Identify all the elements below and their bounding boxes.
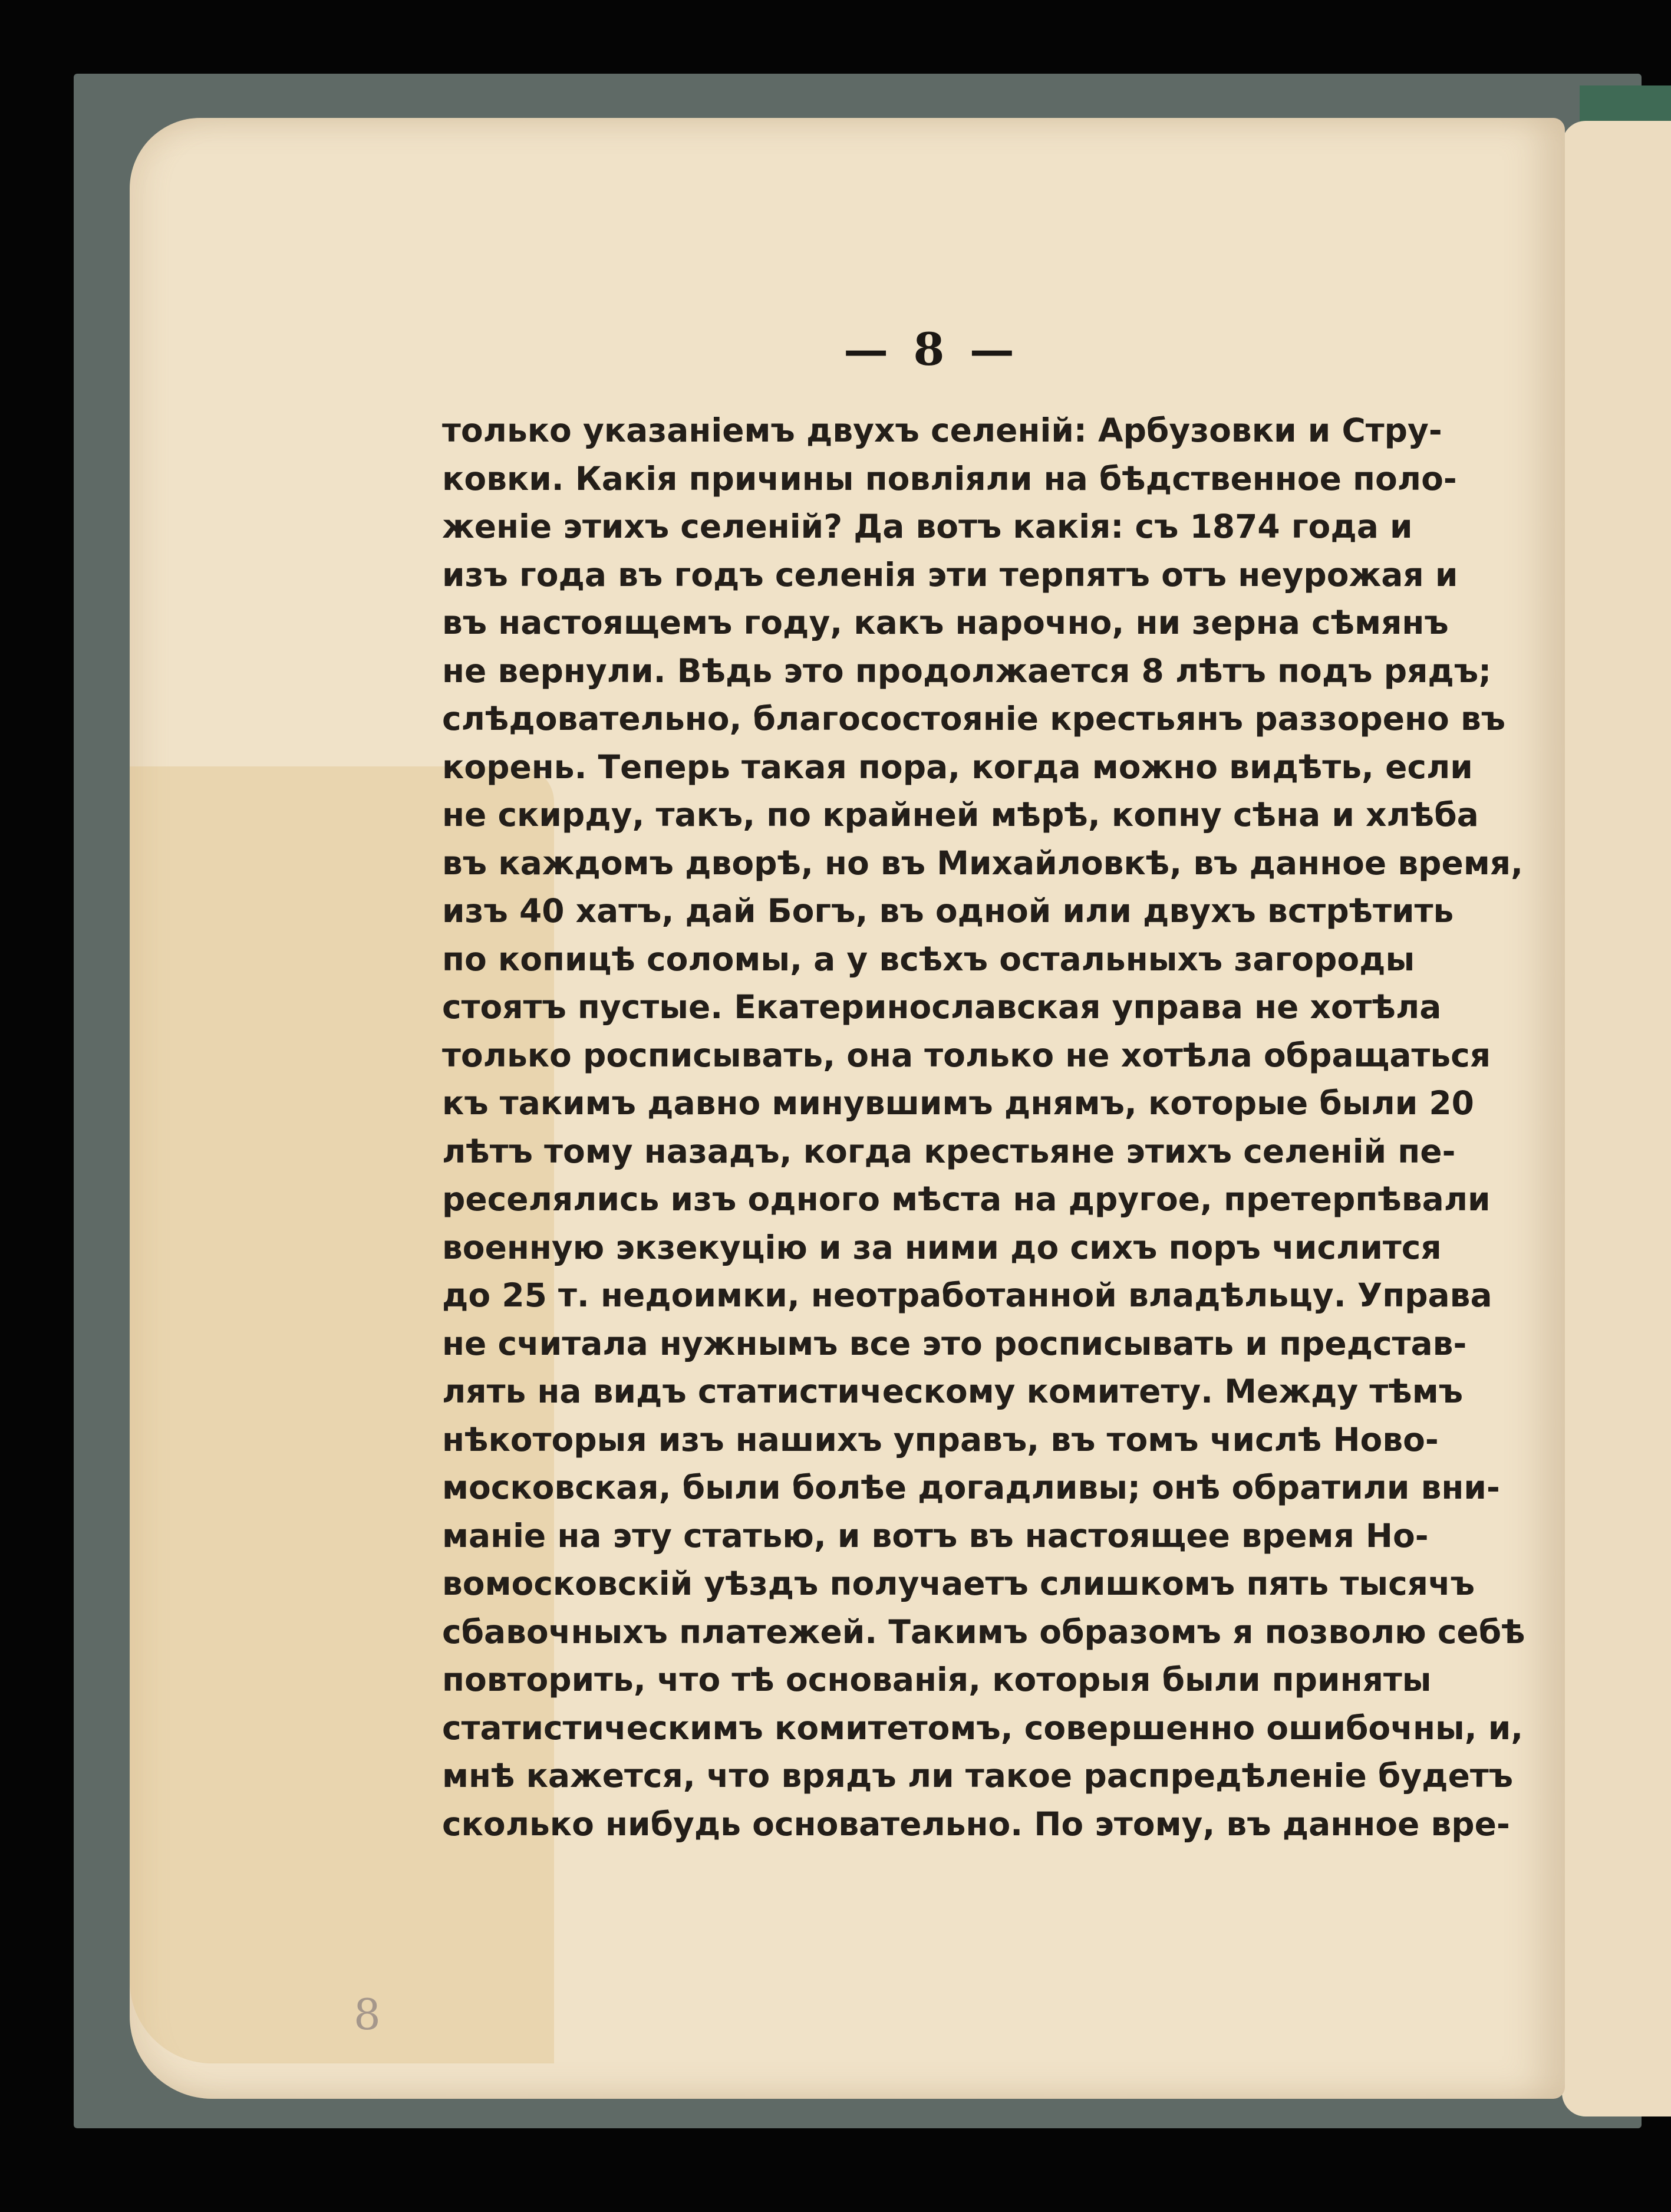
text-line: до 25 т. недоимки, неотработанной владѣльцу. Управа bbox=[442, 1276, 1492, 1314]
text-line: лять на видъ статистическому комитету. Между тѣмъ bbox=[442, 1372, 1464, 1410]
text-line: не считала нужнымъ все это росписывать и представ- bbox=[442, 1324, 1467, 1362]
text-line: слѣдовательно, благосостояніе крестьянъ раззорено въ bbox=[442, 700, 1506, 738]
text-line: стоятъ пустые. Екатеринославская управа не хотѣла bbox=[442, 988, 1442, 1026]
text-line: женіе этихъ селеній? Да вотъ какія: съ 1874 года и bbox=[442, 508, 1413, 545]
text-line: изъ 40 хатъ, дай Богъ, въ одной или двухъ встрѣтить bbox=[442, 892, 1454, 930]
adjacent-page-edge bbox=[1562, 121, 1671, 2116]
text-line: сбавочныхъ платежей. Такимъ образомъ я позволю себѣ bbox=[442, 1612, 1525, 1651]
text-line: корень. Теперь такая пора, когда можно видѣть, если bbox=[442, 748, 1473, 786]
text-line: только росписывать, она только не хотѣла обращаться bbox=[442, 1036, 1491, 1074]
text-line: ковки. Какія причины повліяли на бѣдственное поло- bbox=[442, 459, 1457, 498]
text-line: только указаніемъ двухъ селеній: Арбузовки и Стру- bbox=[442, 412, 1442, 449]
text-line: военную экзекуцію и за ними до сихъ поръ числится bbox=[442, 1228, 1442, 1266]
body-text bbox=[442, 407, 1525, 1848]
text-line: московская, были болѣе догадливы; онѣ обратили вни- bbox=[442, 1469, 1500, 1506]
text-line: реселялись изъ одного мѣста на другое, претерпѣвали bbox=[442, 1180, 1491, 1218]
text-line: въ каждомъ дворѣ, но въ Михайловкѣ, въ данное время, bbox=[442, 844, 1524, 882]
text-line: не вернули. Вѣдь это продолжается 8 лѣтъ подъ рядъ; bbox=[442, 651, 1492, 690]
text-line: маніе на эту статью, и вотъ въ настоящее время Но- bbox=[442, 1516, 1429, 1555]
text-line: нѣкоторыя изъ нашихъ управъ, въ томъ числѣ Ново- bbox=[442, 1420, 1439, 1459]
text-line: лѣтъ тому назадъ, когда крестьяне этихъ селеній пе- bbox=[442, 1132, 1456, 1170]
text-line: изъ года въ годъ селенія эти терпятъ отъ неурожая и bbox=[442, 555, 1458, 594]
text-line: по копицѣ соломы, а у всѣхъ остальныхъ загороды bbox=[442, 940, 1415, 978]
text-line: повторить, что тѣ основанія, которыя были приняты bbox=[442, 1661, 1432, 1698]
text-line: къ такимъ давно минувшимъ днямъ, которые были 20 bbox=[442, 1084, 1474, 1122]
text-line: не скирду, такъ, по крайней мѣрѣ, копну сѣна и хлѣба bbox=[442, 796, 1479, 834]
pencil-mark: 8 bbox=[354, 1990, 381, 2039]
text-line: вомосковскій уѣздъ получаетъ слишкомъ пять тысячъ bbox=[442, 1565, 1475, 1602]
text-line: сколько нибудь основательно. По этому, въ данное вре- bbox=[442, 1805, 1510, 1843]
page-number: — 8 — bbox=[843, 323, 1019, 376]
text-line: мнѣ кажется, что врядъ ли такое распредѣленіе будетъ bbox=[442, 1757, 1514, 1795]
text-line: въ настоящемъ году, какъ нарочно, ни зерна сѣмянъ bbox=[442, 604, 1449, 641]
text-line: статистическимъ комитетомъ, совершенно ошибочны, и, bbox=[442, 1709, 1524, 1747]
